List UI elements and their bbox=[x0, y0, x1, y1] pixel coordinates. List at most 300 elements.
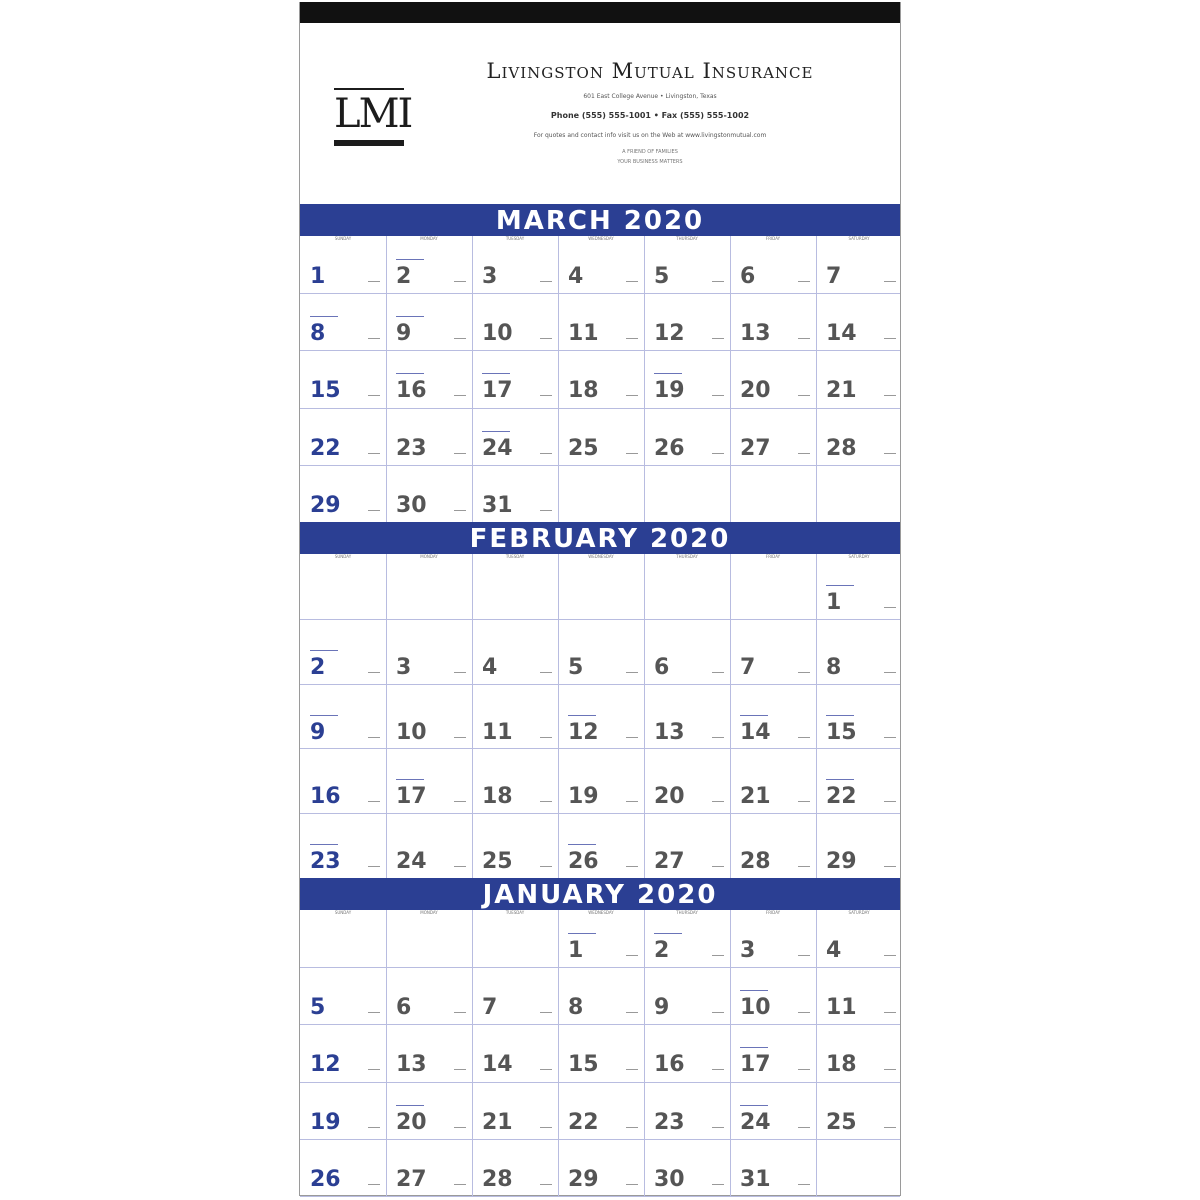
day-number: 30 bbox=[396, 493, 427, 518]
day-tick-mark bbox=[798, 281, 810, 282]
day-tick-mark bbox=[454, 672, 466, 673]
day-number: 19 bbox=[568, 784, 599, 809]
day-cell bbox=[386, 350, 472, 407]
day-cell bbox=[644, 684, 730, 749]
day-number: 11 bbox=[568, 321, 599, 346]
day-tick-mark bbox=[454, 395, 466, 396]
holiday-note-mark bbox=[482, 373, 510, 374]
day-number: 20 bbox=[740, 378, 771, 403]
day-number: 26 bbox=[654, 436, 685, 461]
day-number: 12 bbox=[310, 1052, 341, 1077]
day-cell bbox=[644, 1139, 730, 1196]
day-tick-mark bbox=[712, 1069, 724, 1070]
day-number: 6 bbox=[740, 264, 756, 289]
day-cell bbox=[816, 1024, 902, 1081]
month-block bbox=[300, 878, 900, 1196]
day-cell bbox=[386, 1082, 472, 1139]
day-cell bbox=[816, 910, 902, 967]
day-cell bbox=[386, 619, 472, 684]
day-cell bbox=[300, 465, 386, 522]
holiday-note-mark bbox=[310, 844, 338, 845]
day-cell bbox=[300, 619, 386, 684]
day-tick-mark bbox=[712, 338, 724, 339]
month-block bbox=[300, 204, 900, 522]
day-tick-mark bbox=[540, 801, 552, 802]
day-tick-mark bbox=[798, 1184, 810, 1185]
day-grid bbox=[300, 910, 900, 1196]
day-tick-mark bbox=[712, 955, 724, 956]
day-cell bbox=[558, 350, 644, 407]
day-number: 29 bbox=[568, 1167, 599, 1192]
weekday-label: SATURDAY bbox=[848, 236, 870, 241]
day-cell bbox=[730, 619, 816, 684]
day-tick-mark bbox=[626, 801, 638, 802]
day-tick-mark bbox=[454, 281, 466, 282]
day-tick-mark bbox=[454, 801, 466, 802]
day-tick-mark bbox=[798, 672, 810, 673]
tagline-1: A FRIEND OF FAMILIES bbox=[622, 149, 678, 155]
day-cell bbox=[558, 748, 644, 813]
day-number: 9 bbox=[654, 995, 670, 1020]
weekday-label: SUNDAY bbox=[334, 236, 352, 241]
day-number: 7 bbox=[740, 655, 756, 680]
day-cell bbox=[472, 408, 558, 465]
day-cell bbox=[816, 813, 902, 878]
day-cell bbox=[386, 684, 472, 749]
grid-row-line bbox=[300, 1196, 900, 1197]
day-tick-mark bbox=[798, 395, 810, 396]
day-tick-mark bbox=[540, 672, 552, 673]
day-number: 27 bbox=[740, 436, 771, 461]
day-tick-mark bbox=[712, 395, 724, 396]
day-tick-mark bbox=[884, 453, 896, 454]
holiday-note-mark bbox=[654, 373, 682, 374]
day-number: 17 bbox=[482, 378, 513, 403]
day-cell bbox=[644, 236, 730, 293]
day-number: 21 bbox=[826, 378, 857, 403]
day-cell bbox=[472, 236, 558, 293]
day-number: 2 bbox=[396, 264, 412, 289]
month-title: FEBRUARY 2020 bbox=[469, 524, 731, 554]
day-tick-mark bbox=[798, 1012, 810, 1013]
day-number: 23 bbox=[310, 849, 341, 874]
day-cell bbox=[730, 910, 816, 967]
weekday-label: THURSDAY bbox=[676, 236, 698, 241]
day-cell bbox=[386, 1024, 472, 1081]
day-cell bbox=[558, 910, 644, 967]
day-cell bbox=[816, 1082, 902, 1139]
day-tick-mark bbox=[368, 866, 380, 867]
day-number: 24 bbox=[482, 436, 513, 461]
day-tick-mark bbox=[712, 1012, 724, 1013]
day-number: 11 bbox=[482, 720, 513, 745]
weekday-label: WEDNESDAY bbox=[588, 236, 614, 241]
holiday-note-mark bbox=[568, 844, 596, 845]
month-title: MARCH 2020 bbox=[495, 206, 705, 236]
day-number: 31 bbox=[482, 493, 513, 518]
day-tick-mark bbox=[454, 1127, 466, 1128]
day-cell bbox=[300, 813, 386, 878]
holiday-note-mark bbox=[826, 715, 854, 716]
day-number: 5 bbox=[654, 264, 670, 289]
month-title-bar bbox=[300, 878, 900, 910]
day-number: 25 bbox=[568, 436, 599, 461]
day-tick-mark bbox=[884, 1127, 896, 1128]
day-tick-mark bbox=[884, 1012, 896, 1013]
logo-bottom-rule bbox=[334, 140, 404, 146]
day-grid bbox=[300, 236, 900, 522]
day-cell bbox=[472, 813, 558, 878]
day-tick-mark bbox=[798, 955, 810, 956]
day-number: 13 bbox=[396, 1052, 427, 1077]
day-number: 11 bbox=[826, 995, 857, 1020]
day-number: 15 bbox=[568, 1052, 599, 1077]
day-tick-mark bbox=[884, 607, 896, 608]
weekday-label: FRIDAY bbox=[765, 554, 781, 559]
day-tick-mark bbox=[798, 1069, 810, 1070]
weekday-label: SUNDAY bbox=[334, 554, 352, 559]
day-number: 9 bbox=[310, 720, 326, 745]
day-tick-mark bbox=[454, 866, 466, 867]
day-tick-mark bbox=[368, 1127, 380, 1128]
day-tick-mark bbox=[712, 1127, 724, 1128]
day-cell bbox=[816, 684, 902, 749]
day-number: 15 bbox=[826, 720, 857, 745]
day-number: 27 bbox=[396, 1167, 427, 1192]
day-tick-mark bbox=[884, 672, 896, 673]
day-number: 2 bbox=[654, 938, 670, 963]
holiday-note-mark bbox=[310, 715, 338, 716]
day-cell bbox=[644, 408, 730, 465]
day-number: 6 bbox=[396, 995, 412, 1020]
day-number: 21 bbox=[482, 1110, 513, 1135]
day-tick-mark bbox=[626, 1012, 638, 1013]
day-number: 14 bbox=[826, 321, 857, 346]
top-binding-bar bbox=[300, 2, 900, 23]
day-number: 1 bbox=[568, 938, 584, 963]
day-tick-mark bbox=[368, 1012, 380, 1013]
day-cell bbox=[558, 684, 644, 749]
day-number: 25 bbox=[826, 1110, 857, 1135]
day-number: 26 bbox=[568, 849, 599, 874]
day-number: 28 bbox=[482, 1167, 513, 1192]
day-cell bbox=[558, 236, 644, 293]
day-number: 16 bbox=[654, 1052, 685, 1077]
day-grid bbox=[300, 554, 900, 878]
holiday-note-mark bbox=[482, 431, 510, 432]
day-cell bbox=[300, 1139, 386, 1196]
day-cell bbox=[816, 967, 902, 1024]
day-cell bbox=[386, 967, 472, 1024]
day-number: 4 bbox=[826, 938, 842, 963]
day-number: 4 bbox=[568, 264, 584, 289]
day-tick-mark bbox=[368, 737, 380, 738]
day-tick-mark bbox=[454, 453, 466, 454]
day-number: 16 bbox=[396, 378, 427, 403]
day-number: 23 bbox=[654, 1110, 685, 1135]
day-tick-mark bbox=[626, 866, 638, 867]
day-tick-mark bbox=[798, 338, 810, 339]
holiday-note-mark bbox=[568, 933, 596, 934]
day-cell bbox=[386, 408, 472, 465]
day-tick-mark bbox=[540, 1069, 552, 1070]
day-cell bbox=[730, 748, 816, 813]
weekday-label: TUESDAY bbox=[505, 236, 525, 241]
day-number: 1 bbox=[826, 590, 842, 615]
holiday-note-mark bbox=[396, 1105, 424, 1106]
holiday-note-mark bbox=[568, 715, 596, 716]
day-tick-mark bbox=[798, 801, 810, 802]
day-number: 3 bbox=[740, 938, 756, 963]
day-tick-mark bbox=[540, 866, 552, 867]
holiday-note-mark bbox=[310, 316, 338, 317]
day-number: 19 bbox=[654, 378, 685, 403]
holiday-note-mark bbox=[826, 779, 854, 780]
weekday-label: TUESDAY bbox=[505, 554, 525, 559]
day-cell bbox=[386, 465, 472, 522]
day-tick-mark bbox=[626, 281, 638, 282]
day-number: 24 bbox=[740, 1110, 771, 1135]
day-number: 22 bbox=[826, 784, 857, 809]
company-logo bbox=[334, 86, 412, 166]
tagline-2: YOUR BUSINESS MATTERS bbox=[617, 159, 683, 165]
day-cell bbox=[730, 1139, 816, 1196]
day-cell bbox=[558, 1139, 644, 1196]
day-cell bbox=[644, 813, 730, 878]
company-web: For quotes and contact info visit us on the Web at www.livingstonmutual.com bbox=[533, 132, 767, 139]
day-cell bbox=[300, 236, 386, 293]
day-tick-mark bbox=[712, 672, 724, 673]
day-cell bbox=[300, 748, 386, 813]
day-cell bbox=[386, 813, 472, 878]
day-number: 28 bbox=[826, 436, 857, 461]
day-number: 17 bbox=[396, 784, 427, 809]
day-tick-mark bbox=[368, 453, 380, 454]
weekday-label: SATURDAY bbox=[848, 554, 870, 559]
day-number: 22 bbox=[310, 436, 341, 461]
day-number: 1 bbox=[310, 264, 326, 289]
weekday-label: MONDAY bbox=[420, 910, 438, 915]
day-cell bbox=[472, 1024, 558, 1081]
day-tick-mark bbox=[626, 737, 638, 738]
day-number: 6 bbox=[654, 655, 670, 680]
weekday-label: SUNDAY bbox=[334, 910, 352, 915]
day-cell bbox=[386, 1139, 472, 1196]
weekday-label: TUESDAY bbox=[505, 910, 525, 915]
day-tick-mark bbox=[454, 510, 466, 511]
day-number: 10 bbox=[482, 321, 513, 346]
day-cell bbox=[472, 1139, 558, 1196]
day-cell bbox=[816, 350, 902, 407]
day-cell bbox=[816, 236, 902, 293]
day-cell bbox=[730, 236, 816, 293]
holiday-note-mark bbox=[740, 1047, 768, 1048]
day-cell bbox=[386, 236, 472, 293]
day-number: 21 bbox=[740, 784, 771, 809]
day-tick-mark bbox=[712, 281, 724, 282]
day-number: 30 bbox=[654, 1167, 685, 1192]
day-tick-mark bbox=[884, 395, 896, 396]
day-number: 31 bbox=[740, 1167, 771, 1192]
day-tick-mark bbox=[884, 1069, 896, 1070]
day-tick-mark bbox=[626, 672, 638, 673]
day-cell bbox=[472, 293, 558, 350]
day-tick-mark bbox=[454, 1184, 466, 1185]
day-number: 8 bbox=[310, 321, 326, 346]
day-tick-mark bbox=[540, 737, 552, 738]
day-tick-mark bbox=[712, 453, 724, 454]
day-tick-mark bbox=[368, 338, 380, 339]
day-number: 19 bbox=[310, 1110, 341, 1135]
day-tick-mark bbox=[454, 737, 466, 738]
holiday-note-mark bbox=[740, 715, 768, 716]
day-number: 20 bbox=[654, 784, 685, 809]
day-cell bbox=[472, 1082, 558, 1139]
day-number: 15 bbox=[310, 378, 341, 403]
weekday-label: MONDAY bbox=[420, 554, 438, 559]
day-cell bbox=[472, 465, 558, 522]
holiday-note-mark bbox=[654, 933, 682, 934]
day-number: 3 bbox=[482, 264, 498, 289]
day-number: 14 bbox=[482, 1052, 513, 1077]
day-tick-mark bbox=[798, 1127, 810, 1128]
holiday-note-mark bbox=[396, 259, 424, 260]
month-title-bar bbox=[300, 204, 900, 236]
day-cell bbox=[386, 293, 472, 350]
day-cell bbox=[386, 748, 472, 813]
day-tick-mark bbox=[540, 338, 552, 339]
day-tick-mark bbox=[884, 338, 896, 339]
day-tick-mark bbox=[540, 1127, 552, 1128]
day-number: 28 bbox=[740, 849, 771, 874]
day-number: 20 bbox=[396, 1110, 427, 1135]
day-cell bbox=[730, 1024, 816, 1081]
holiday-note-mark bbox=[740, 990, 768, 991]
month-block bbox=[300, 522, 900, 878]
day-number: 29 bbox=[826, 849, 857, 874]
day-number: 10 bbox=[396, 720, 427, 745]
day-cell bbox=[472, 350, 558, 407]
day-cell bbox=[644, 293, 730, 350]
day-number: 18 bbox=[826, 1052, 857, 1077]
day-tick-mark bbox=[540, 395, 552, 396]
day-tick-mark bbox=[368, 395, 380, 396]
day-number: 25 bbox=[482, 849, 513, 874]
day-cell bbox=[558, 967, 644, 1024]
day-number: 29 bbox=[310, 493, 341, 518]
day-tick-mark bbox=[884, 866, 896, 867]
day-cell bbox=[644, 1024, 730, 1081]
day-tick-mark bbox=[712, 737, 724, 738]
day-cell bbox=[644, 350, 730, 407]
day-cell bbox=[300, 1024, 386, 1081]
month-title: JANUARY 2020 bbox=[482, 880, 718, 910]
day-cell bbox=[300, 684, 386, 749]
day-number: 7 bbox=[826, 264, 842, 289]
day-number: 3 bbox=[396, 655, 412, 680]
day-tick-mark bbox=[626, 395, 638, 396]
day-cell bbox=[558, 408, 644, 465]
day-tick-mark bbox=[368, 281, 380, 282]
day-tick-mark bbox=[368, 1069, 380, 1070]
company-address: 601 East College Avenue • Livingston, Texas bbox=[583, 93, 717, 100]
day-cell bbox=[730, 350, 816, 407]
weekday-label: THURSDAY bbox=[676, 554, 698, 559]
day-number: 22 bbox=[568, 1110, 599, 1135]
company-phones: Phone (555) 555-1001 • Fax (555) 555-1002 bbox=[550, 111, 750, 120]
day-cell bbox=[816, 748, 902, 813]
weekday-label: MONDAY bbox=[420, 236, 438, 241]
day-cell bbox=[300, 1082, 386, 1139]
calendar-sheet bbox=[299, 2, 901, 1196]
day-cell bbox=[472, 684, 558, 749]
day-number: 13 bbox=[654, 720, 685, 745]
day-tick-mark bbox=[884, 955, 896, 956]
day-cell bbox=[300, 408, 386, 465]
day-tick-mark bbox=[884, 801, 896, 802]
day-tick-mark bbox=[626, 338, 638, 339]
day-cell bbox=[644, 748, 730, 813]
day-tick-mark bbox=[626, 1184, 638, 1185]
holiday-note-mark bbox=[396, 373, 424, 374]
month-title-bar bbox=[300, 522, 900, 554]
day-tick-mark bbox=[884, 737, 896, 738]
day-number: 13 bbox=[740, 321, 771, 346]
day-tick-mark bbox=[712, 1184, 724, 1185]
day-tick-mark bbox=[368, 801, 380, 802]
day-cell bbox=[816, 293, 902, 350]
day-cell bbox=[300, 350, 386, 407]
day-cell bbox=[816, 408, 902, 465]
day-cell bbox=[730, 408, 816, 465]
day-cell bbox=[558, 1024, 644, 1081]
day-cell bbox=[644, 619, 730, 684]
logo-letters: LMI bbox=[334, 91, 412, 137]
day-tick-mark bbox=[798, 737, 810, 738]
day-cell bbox=[472, 619, 558, 684]
day-number: 17 bbox=[740, 1052, 771, 1077]
day-tick-mark bbox=[626, 453, 638, 454]
day-cell bbox=[730, 1082, 816, 1139]
weekday-label: FRIDAY bbox=[765, 236, 781, 241]
holiday-note-mark bbox=[826, 585, 854, 586]
day-cell bbox=[472, 748, 558, 813]
weekday-label: FRIDAY bbox=[765, 910, 781, 915]
weekday-label: WEDNESDAY bbox=[588, 554, 614, 559]
day-number: 10 bbox=[740, 995, 771, 1020]
day-number: 2 bbox=[310, 655, 326, 680]
day-cell bbox=[816, 619, 902, 684]
holiday-note-mark bbox=[740, 1105, 768, 1106]
day-number: 12 bbox=[568, 720, 599, 745]
day-number: 4 bbox=[482, 655, 498, 680]
day-tick-mark bbox=[626, 1127, 638, 1128]
weekday-label: WEDNESDAY bbox=[588, 910, 614, 915]
day-number: 23 bbox=[396, 436, 427, 461]
day-tick-mark bbox=[798, 453, 810, 454]
day-number: 7 bbox=[482, 995, 498, 1020]
day-number: 27 bbox=[654, 849, 685, 874]
day-number: 24 bbox=[396, 849, 427, 874]
company-name: Livingston Mutual Insurance bbox=[486, 59, 814, 83]
day-number: 14 bbox=[740, 720, 771, 745]
day-tick-mark bbox=[454, 1012, 466, 1013]
weekday-label: THURSDAY bbox=[676, 910, 698, 915]
day-cell bbox=[730, 684, 816, 749]
day-tick-mark bbox=[368, 672, 380, 673]
day-number: 18 bbox=[482, 784, 513, 809]
day-tick-mark bbox=[454, 1069, 466, 1070]
